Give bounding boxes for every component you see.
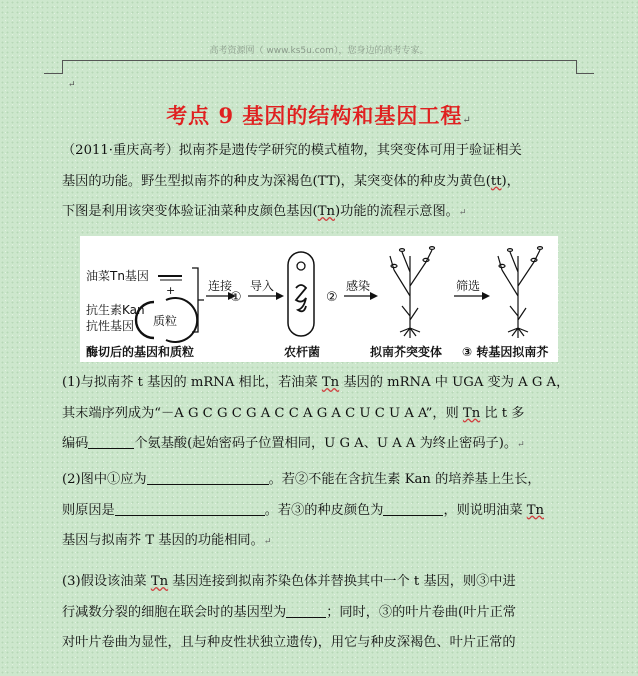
plasmid-label: 质粒 xyxy=(153,314,178,328)
answer-blank[interactable] xyxy=(88,434,134,449)
margin-corner-right-h xyxy=(576,73,594,74)
q1-line: 编码 个氨基酸(起始密码子位置相同，U G A、U A A 为终止密码子)。↵ xyxy=(62,436,525,451)
bacterium-dna xyxy=(296,285,306,311)
paragraph-mark-icon: ↵ xyxy=(458,208,467,218)
answer-blank[interactable] xyxy=(147,470,269,485)
answer-blank[interactable] xyxy=(286,603,326,618)
q1-line: 其末端序列成为“－A G C G C G A C C A G A C U C U A A”，则 Tn 比 t 多 xyxy=(62,405,525,421)
intro-line: 基因的功能。野生型拟南芥的种皮为深褐色(TT)，某突变体的种皮为黄色(tt)， xyxy=(62,173,520,189)
arrow-head-icon xyxy=(370,292,378,300)
q3-line: (3)假设该油菜 Tn 基因连接到拟南芥染色体并替换其中一个 t 基因，则③中进 xyxy=(62,574,516,589)
q3-line: 对叶片卷曲为显性，且与种皮性状独立遗传)，用它与种皮深褐色、叶片正常的 xyxy=(62,635,516,650)
circle-one-label: ① xyxy=(230,290,242,305)
mutant-caption: 拟南芥突变体 xyxy=(370,345,443,359)
question-2 xyxy=(62,465,582,558)
enzyme-caption: 酶切后的基因和质粒 xyxy=(86,345,195,359)
resistance-label: 抗生素Kan xyxy=(86,303,145,317)
intro-paragraph xyxy=(62,136,582,229)
paragraph-mark-icon: ↵ xyxy=(68,80,76,90)
transgenic-plant xyxy=(498,247,543,338)
resistance-label-2: 抗性基因 xyxy=(86,319,135,333)
step-select-label: 筛选 xyxy=(456,279,481,293)
title-text: 考点 9 基因的结构和基因工程 xyxy=(166,103,463,128)
margin-corner-left-h xyxy=(44,73,62,74)
q1-line: (1)与拟南芥 t 基因的 mRNA 相比，若油菜 Tn 基因的 mRNA 中 UGA 变为 A G A， xyxy=(62,375,570,390)
answer-blank[interactable] xyxy=(115,501,265,516)
paragraph-mark-icon: ↵ xyxy=(517,440,525,450)
page-header: 高考资源网（ www.ks5u.com），您身边的高考专家。 xyxy=(209,46,429,56)
paragraph-mark-icon: ↵ xyxy=(462,115,472,126)
arrow-head-icon xyxy=(276,292,284,300)
q2-line: (2)图中①应为 。若②不能在含抗生素 Kan 的培养基上生长， xyxy=(62,472,541,487)
question-3 xyxy=(62,567,582,659)
q2-line: 则原因是 。若③的种皮颜色为 ，则说明油菜 Tn xyxy=(62,502,545,518)
margin-corner-left xyxy=(62,60,63,74)
gene-label: 油菜Tn基因 xyxy=(86,269,149,283)
question-1 xyxy=(62,368,582,461)
q3-line: 行减数分裂的细胞在联会时的基因型为 ；同时，③的叶片卷曲(叶片正常 xyxy=(62,604,516,620)
mutant-plant xyxy=(390,247,435,338)
step-import-label: 导入 xyxy=(250,279,275,293)
bacterium-plasmid xyxy=(297,262,305,270)
bracket xyxy=(192,268,204,332)
step-infect-label: 感染 xyxy=(346,279,371,293)
answer-blank[interactable] xyxy=(383,501,443,516)
intro-line: （2011·重庆高考）拟南芥是遗传学研究的模式植物，其突变体可用于验证相关 xyxy=(62,143,522,158)
step-connect-label: 连接 xyxy=(208,279,233,293)
q2-line: 基因与拟南芥 T 基因的功能相同。↵ xyxy=(62,533,272,548)
bacteria-caption: 农杆菌 xyxy=(284,345,321,359)
flow-diagram xyxy=(80,236,558,362)
header-rule xyxy=(62,60,576,61)
circle-two-label: ② xyxy=(326,290,338,305)
transgenic-caption: ③ 转基因拟南芥 xyxy=(462,345,549,359)
margin-corner-right xyxy=(576,60,577,74)
arrow-head-icon xyxy=(482,292,490,300)
section-title xyxy=(0,100,638,130)
plus-sign: + xyxy=(166,284,176,297)
intro-line: 下图是利用该突变体验证油菜种皮颜色基因(Tn)功能的流程示意图。↵ xyxy=(62,204,467,219)
paragraph-mark-icon: ↵ xyxy=(263,537,272,547)
